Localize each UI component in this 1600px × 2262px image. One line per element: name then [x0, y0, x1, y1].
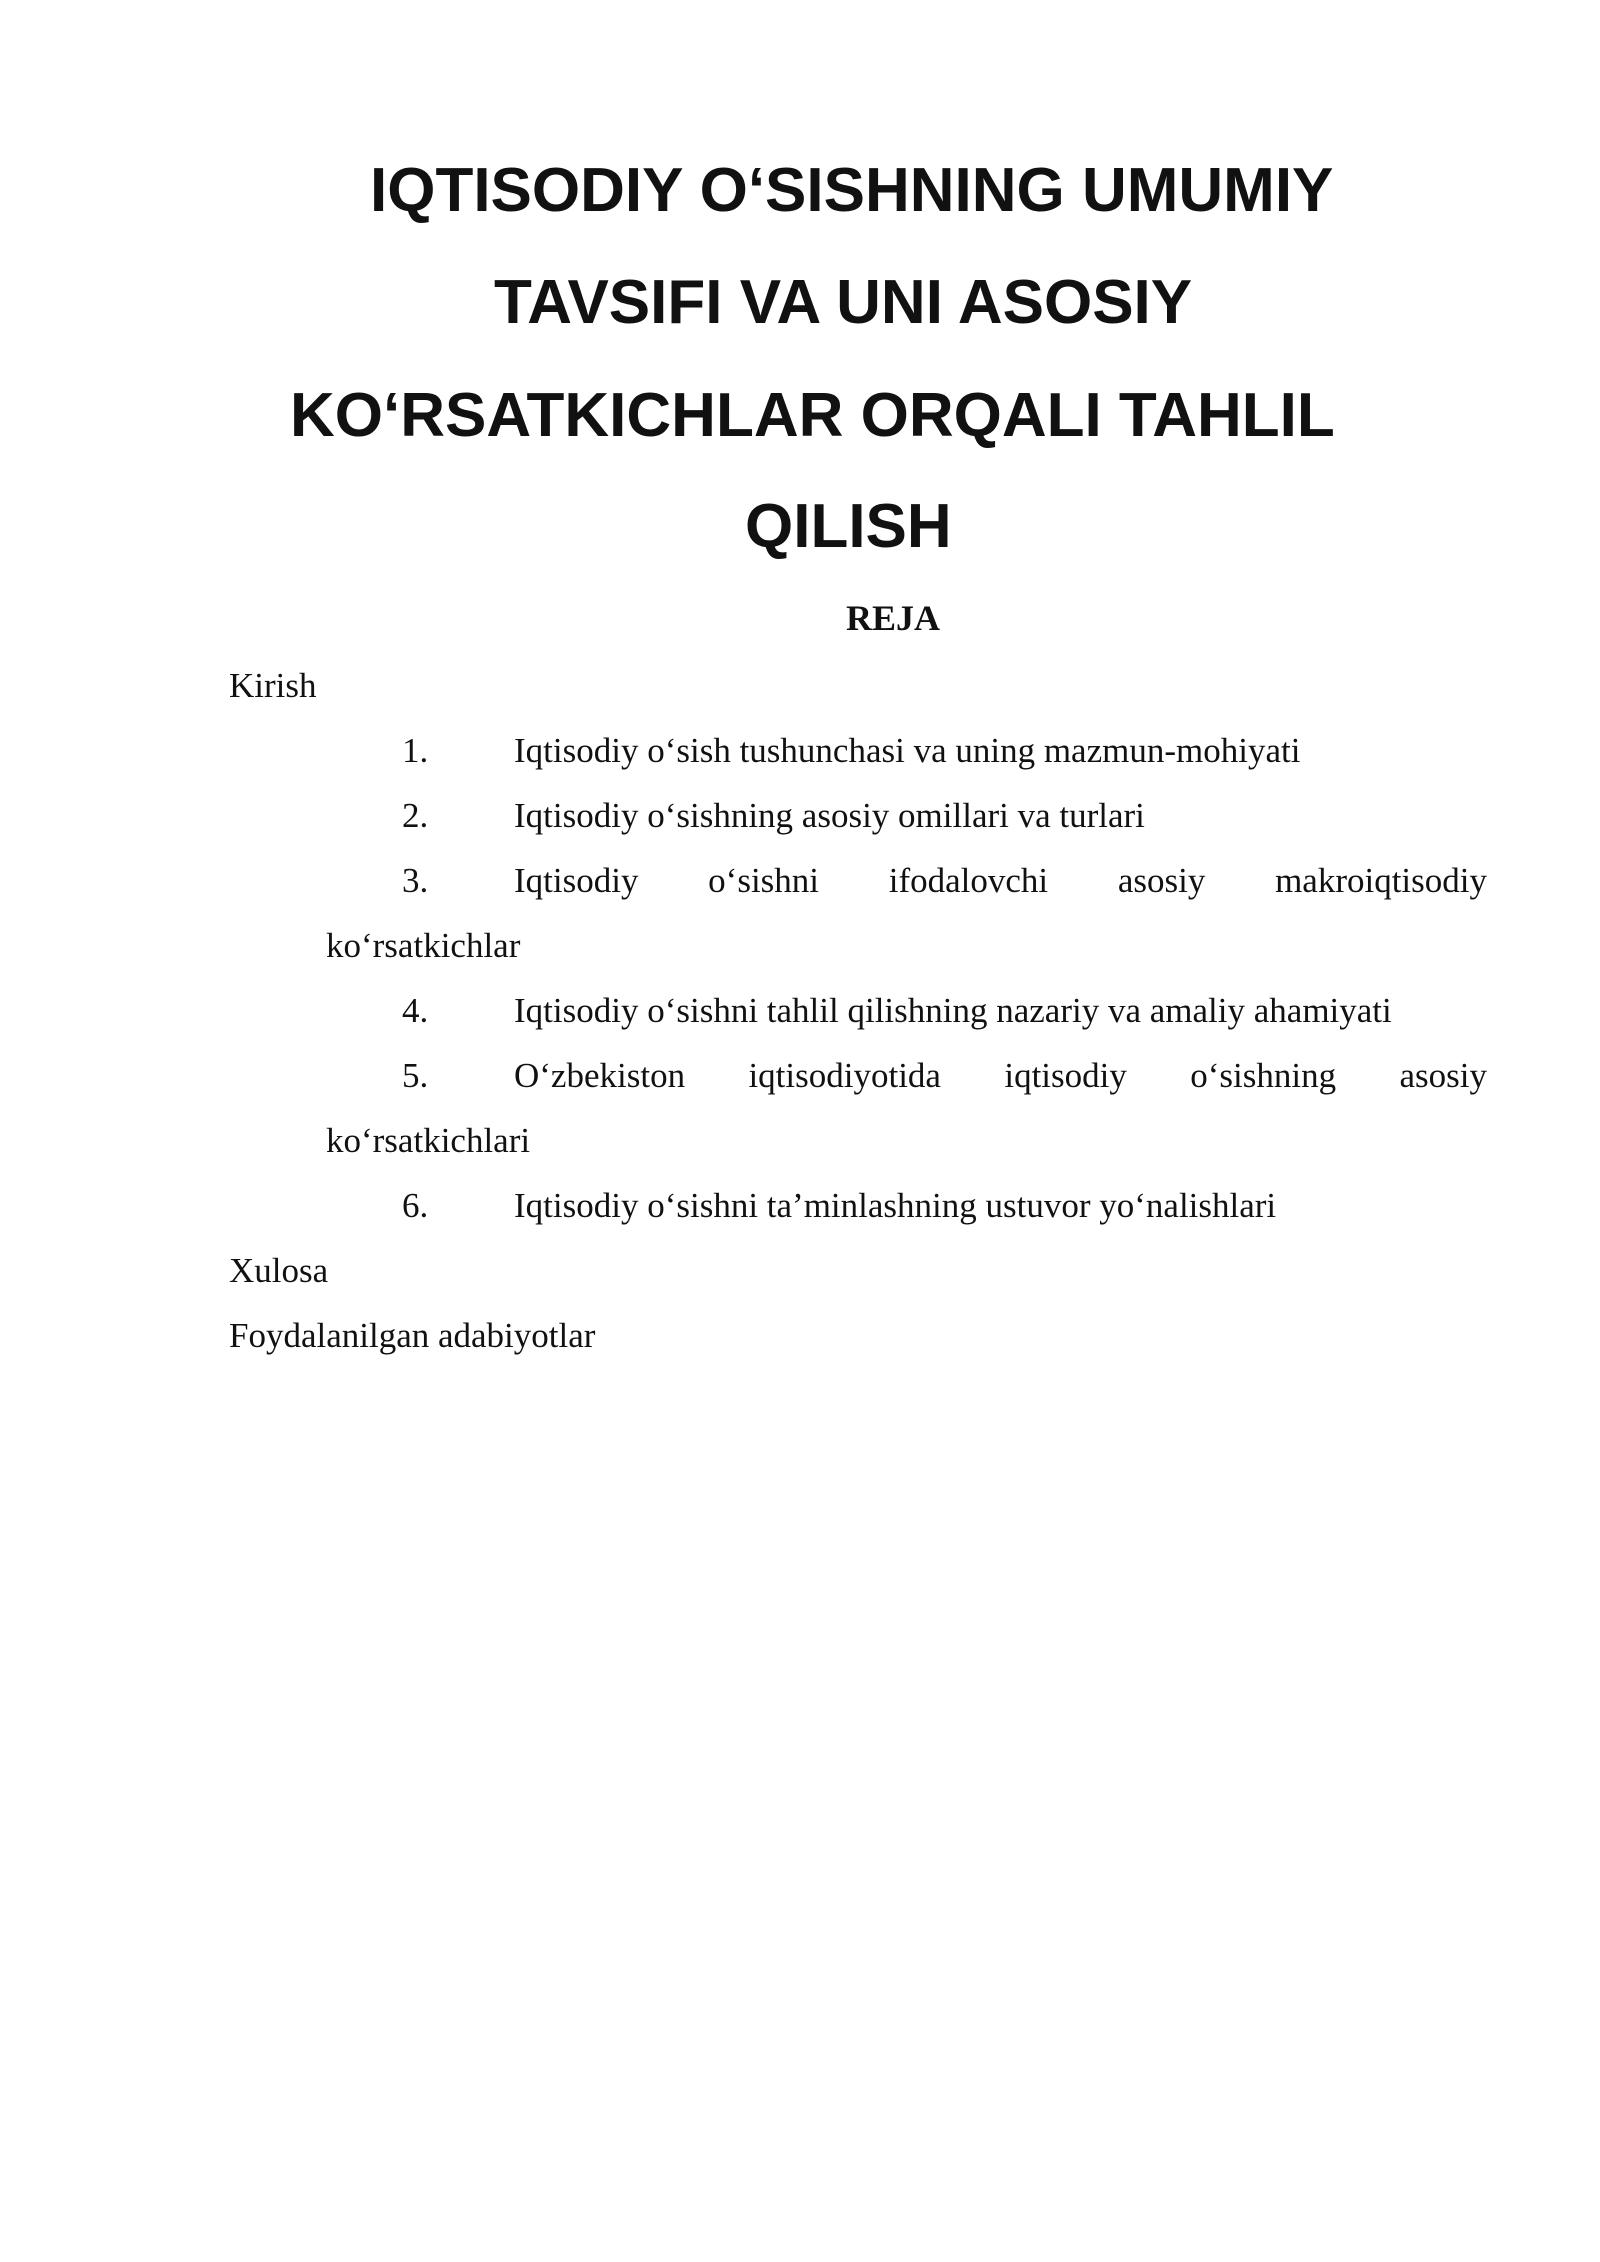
plan-item-text: Iqtisodiy o‘sishning asosiy omillari va turlari [514, 796, 1145, 835]
plan-item-continuation: ko‘rsatkichlar [326, 926, 521, 965]
references-entry: Foydalanilgan adabiyotlar [229, 1316, 596, 1355]
plan-item-number: 2. [402, 796, 429, 835]
plan-item-number: 6. [402, 1186, 429, 1225]
plan-item-text: O‘zbekiston iqtisodiyotida iqtisodiy o‘sishning asosiy [514, 1056, 1487, 1095]
conclusion-entry: Xulosa [229, 1251, 329, 1290]
plan-item-number: 3. [402, 861, 429, 900]
plan-item-text: Iqtisodiy o‘sishni ifodalovchi asosiy makroiqtisodiy [514, 861, 1487, 900]
title-line-2: TAVSIFI VA UNI ASOSIY [494, 268, 1193, 337]
plan-item-number: 1. [402, 731, 429, 770]
plan-item-text: Iqtisodiy o‘sishni tahlil qilishning nazariy va amaliy ahamiyati [514, 991, 1392, 1030]
title-line-4: QILISH [745, 492, 952, 561]
plan-item-text: Iqtisodiy o‘sishni ta’minlashning ustuvor yo‘nalishlari [514, 1186, 1277, 1225]
plan-item-number: 5. [402, 1056, 429, 1095]
plan-item-number: 4. [402, 991, 429, 1030]
plan-item-text: Iqtisodiy o‘sish tushunchasi va uning mazmun-mohiyati [514, 731, 1301, 770]
intro-entry: Kirish [229, 666, 317, 705]
plan-heading: REJA [846, 598, 941, 638]
title-line-1: IQTISODIY O‘SISHNING UMUMIY [370, 156, 1334, 225]
plan-item-continuation: ko‘rsatkichlari [326, 1121, 531, 1160]
title-line-3: KO‘RSATKICHLAR ORQALI TAHLIL [290, 381, 1335, 450]
